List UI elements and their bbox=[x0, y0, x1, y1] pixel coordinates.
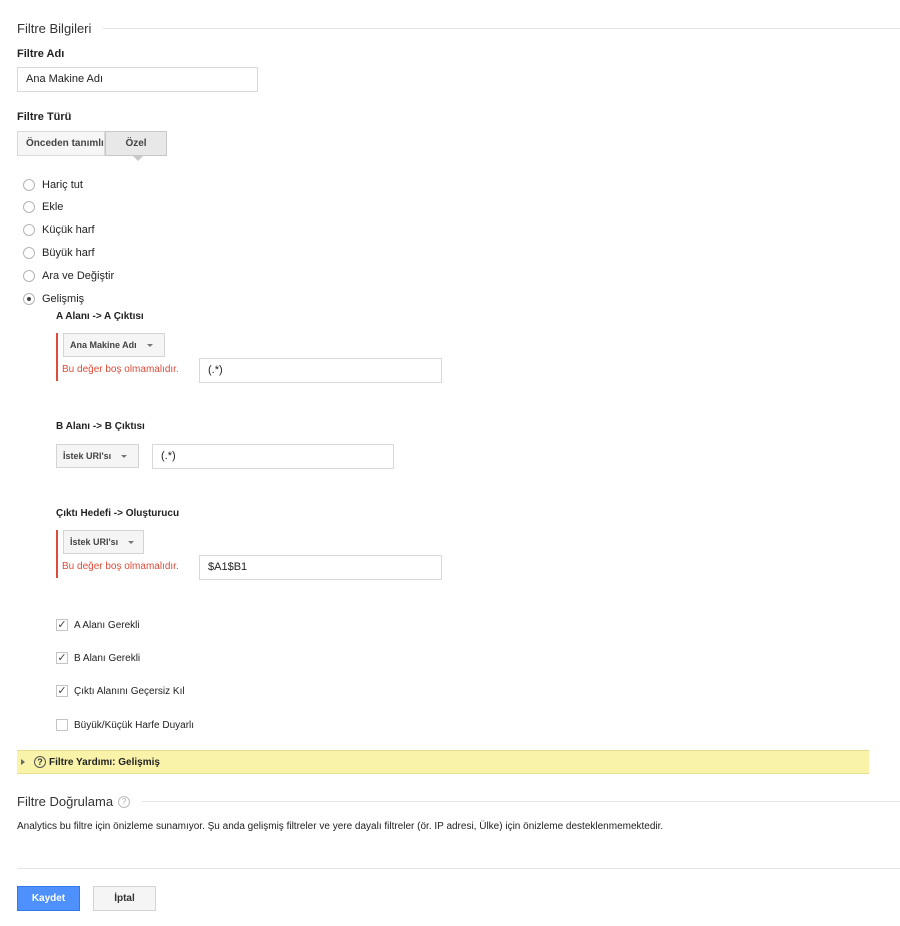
cancel-button[interactable]: İptal bbox=[93, 886, 156, 911]
radio-include[interactable] bbox=[23, 199, 63, 215]
field-b-dropdown[interactable] bbox=[56, 444, 139, 468]
verification-description: Analytics bu filtre için önizleme sunamıyor. Şu anda gelişmiş filtreler ve yere dayalı filtreler (ör. IP adresi, Ülke) için önizleme desteklenmemektedir. bbox=[17, 821, 664, 832]
divider bbox=[17, 868, 900, 869]
radio-label: Ara ve Değiştir bbox=[42, 270, 115, 282]
checkbox-label: Çıktı Alanını Geçersiz Kıl bbox=[74, 685, 185, 697]
save-button[interactable]: Kaydet bbox=[17, 886, 80, 911]
field-a-label: A Alanı -> A Çıktısı bbox=[56, 311, 144, 322]
output-dropdown[interactable] bbox=[63, 530, 144, 554]
help-label: Filtre Yardımı: Gelişmiş bbox=[49, 756, 160, 768]
radio-label: Ekle bbox=[42, 201, 64, 213]
divider bbox=[103, 28, 900, 29]
field-b-label: B Alanı -> B Çıktısı bbox=[56, 421, 145, 432]
checkbox-field-a-required[interactable] bbox=[56, 617, 140, 633]
checkbox-override-output[interactable] bbox=[56, 683, 185, 699]
dropdown-value: Ana Makine Adı bbox=[70, 340, 137, 350]
radio-label: Büyük harf bbox=[42, 247, 95, 259]
radio-button[interactable] bbox=[23, 201, 35, 213]
verification-title: Filtre Doğrulama bbox=[17, 794, 114, 809]
radio-button[interactable] bbox=[23, 179, 35, 191]
divider bbox=[142, 801, 900, 802]
tab-custom[interactable]: Özel bbox=[105, 131, 167, 156]
checkbox[interactable] bbox=[56, 719, 68, 731]
expand-arrow-icon bbox=[21, 759, 25, 765]
output-error: Bu değer boş olmamalıdır. bbox=[62, 561, 179, 572]
help-icon[interactable]: ? bbox=[118, 796, 130, 808]
field-a-input[interactable]: (.*) bbox=[199, 358, 442, 383]
checkbox-label: A Alanı Gerekli bbox=[74, 619, 140, 631]
dropdown-value: İstek URI'sı bbox=[63, 451, 112, 461]
tab-predefined[interactable]: Önceden tanımlı bbox=[17, 131, 105, 156]
dropdown-value: İstek URI'sı bbox=[70, 537, 119, 547]
checkbox-case-sensitive[interactable] bbox=[56, 717, 194, 733]
field-b-input[interactable]: (.*) bbox=[152, 444, 394, 469]
caret-down-icon bbox=[147, 344, 153, 347]
radio-button[interactable] bbox=[23, 224, 35, 236]
radio-label: Küçük harf bbox=[42, 224, 95, 236]
caret-down-icon bbox=[128, 541, 134, 544]
help-icon: ? bbox=[34, 756, 46, 768]
radio-advanced[interactable] bbox=[23, 291, 84, 307]
checkbox-field-b-required[interactable] bbox=[56, 650, 140, 666]
output-input[interactable]: $A1$B1 bbox=[199, 555, 442, 580]
checkbox[interactable]: ✓ bbox=[57, 652, 67, 664]
filter-help-bar[interactable] bbox=[17, 750, 869, 774]
radio-exclude[interactable] bbox=[23, 177, 83, 193]
radio-uppercase[interactable] bbox=[23, 245, 95, 261]
radio-button-selected[interactable] bbox=[23, 293, 35, 305]
output-label: Çıktı Hedefi -> Oluşturucu bbox=[56, 508, 180, 519]
checkbox[interactable]: ✓ bbox=[57, 685, 67, 697]
filter-name-input[interactable]: Ana Makine Adı bbox=[17, 67, 258, 92]
filter-type-toggle bbox=[17, 131, 167, 156]
radio-label: Gelişmiş bbox=[42, 293, 85, 305]
checkbox-label: Büyük/Küçük Harfe Duyarlı bbox=[74, 719, 195, 731]
field-a-error: Bu değer boş olmamalıdır. bbox=[62, 364, 179, 375]
checkbox[interactable]: ✓ bbox=[57, 619, 67, 631]
error-indicator bbox=[56, 530, 58, 578]
filter-info-title: Filtre Bilgileri bbox=[17, 21, 92, 36]
filter-type-label: Filtre Türü bbox=[17, 111, 72, 123]
error-indicator bbox=[56, 333, 58, 381]
caret-down-icon bbox=[121, 455, 127, 458]
field-a-dropdown[interactable] bbox=[63, 333, 165, 357]
radio-search-replace[interactable] bbox=[23, 268, 114, 284]
verification-header bbox=[17, 794, 900, 809]
radio-button[interactable] bbox=[23, 270, 35, 282]
radio-button[interactable] bbox=[23, 247, 35, 259]
filter-name-label: Filtre Adı bbox=[17, 48, 65, 60]
radio-lowercase[interactable] bbox=[23, 222, 95, 238]
radio-label: Hariç tut bbox=[42, 179, 83, 191]
checkbox-label: B Alanı Gerekli bbox=[74, 652, 141, 664]
filter-info-header bbox=[17, 21, 900, 36]
